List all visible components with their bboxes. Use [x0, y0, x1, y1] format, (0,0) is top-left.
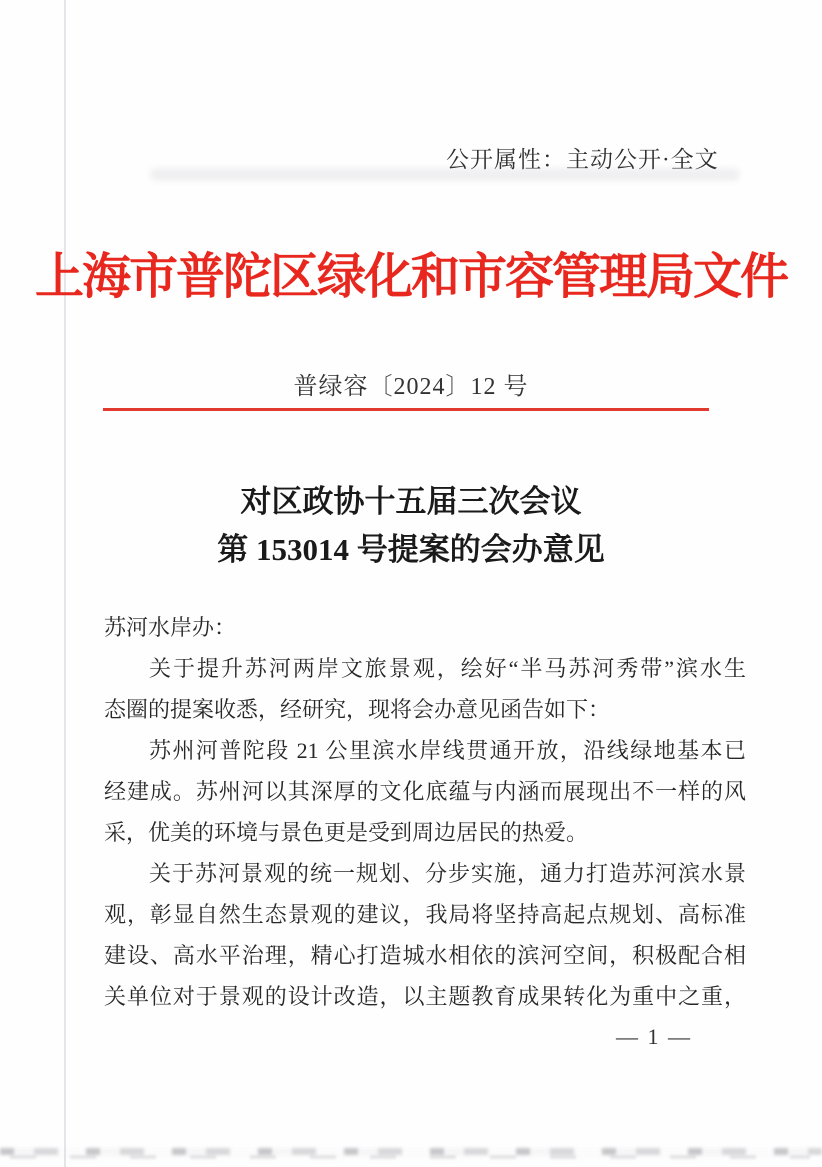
- body-line: 经建成。苏州河以其深厚的文化底蕴与内涵而展现出不一样的风: [104, 779, 746, 804]
- page-number: — 1 —: [616, 1024, 692, 1049]
- body-line: 苏州河普陀段 21 公里滨水岸线贯通开放，沿线绿地基本已: [149, 738, 746, 763]
- body-line: 关于苏河景观的统一规划、分步实施，通力打造苏河滨水景: [149, 861, 746, 886]
- document-body: [104, 607, 746, 1017]
- body-line: 采，优美的环境与景色更是受到周边居民的热爱。: [104, 820, 589, 845]
- body-line: 关单位对于景观的设计改造，以主题教育成果转化为重中之重，: [104, 984, 746, 1009]
- body-line: 建设、高水平治理，精心打造城水相依的滨河空间，积极配合相: [104, 943, 746, 968]
- scan-edge-artifact: [64, 0, 66, 1167]
- body-line: 观，彰显自然生态景观的建议，我局将坚持高起点规划、高标准: [104, 902, 746, 927]
- red-separator-line: [103, 408, 709, 411]
- document-reference-number: 普绿容〔2024〕12 号: [293, 374, 529, 400]
- document-title-line1: 对区政协十五届三次会议: [240, 484, 582, 519]
- scan-noise-artifact: [0, 1148, 822, 1155]
- scan-ghost-smudge: [150, 168, 740, 181]
- document-title: [16, 478, 806, 574]
- body-line-salutation: 苏河水岸办：: [104, 615, 237, 640]
- body-line: 态圈的提案收悉，经研究，现将会办意见函告如下：: [104, 697, 611, 722]
- scan-noise-artifact-2: [10, 1155, 810, 1159]
- body-line: 关于提升苏河两岸文旅景观，绘好“半马苏河秀带”滨水生: [149, 656, 746, 681]
- document-title-line2: 第 153014 号提案的会办意见: [217, 532, 605, 567]
- agency-letterhead-title: 上海市普陀区绿化和市容管理局文件: [34, 249, 787, 304]
- disclosure-attribute-label: 公开属性：主动公开·全文: [446, 147, 719, 172]
